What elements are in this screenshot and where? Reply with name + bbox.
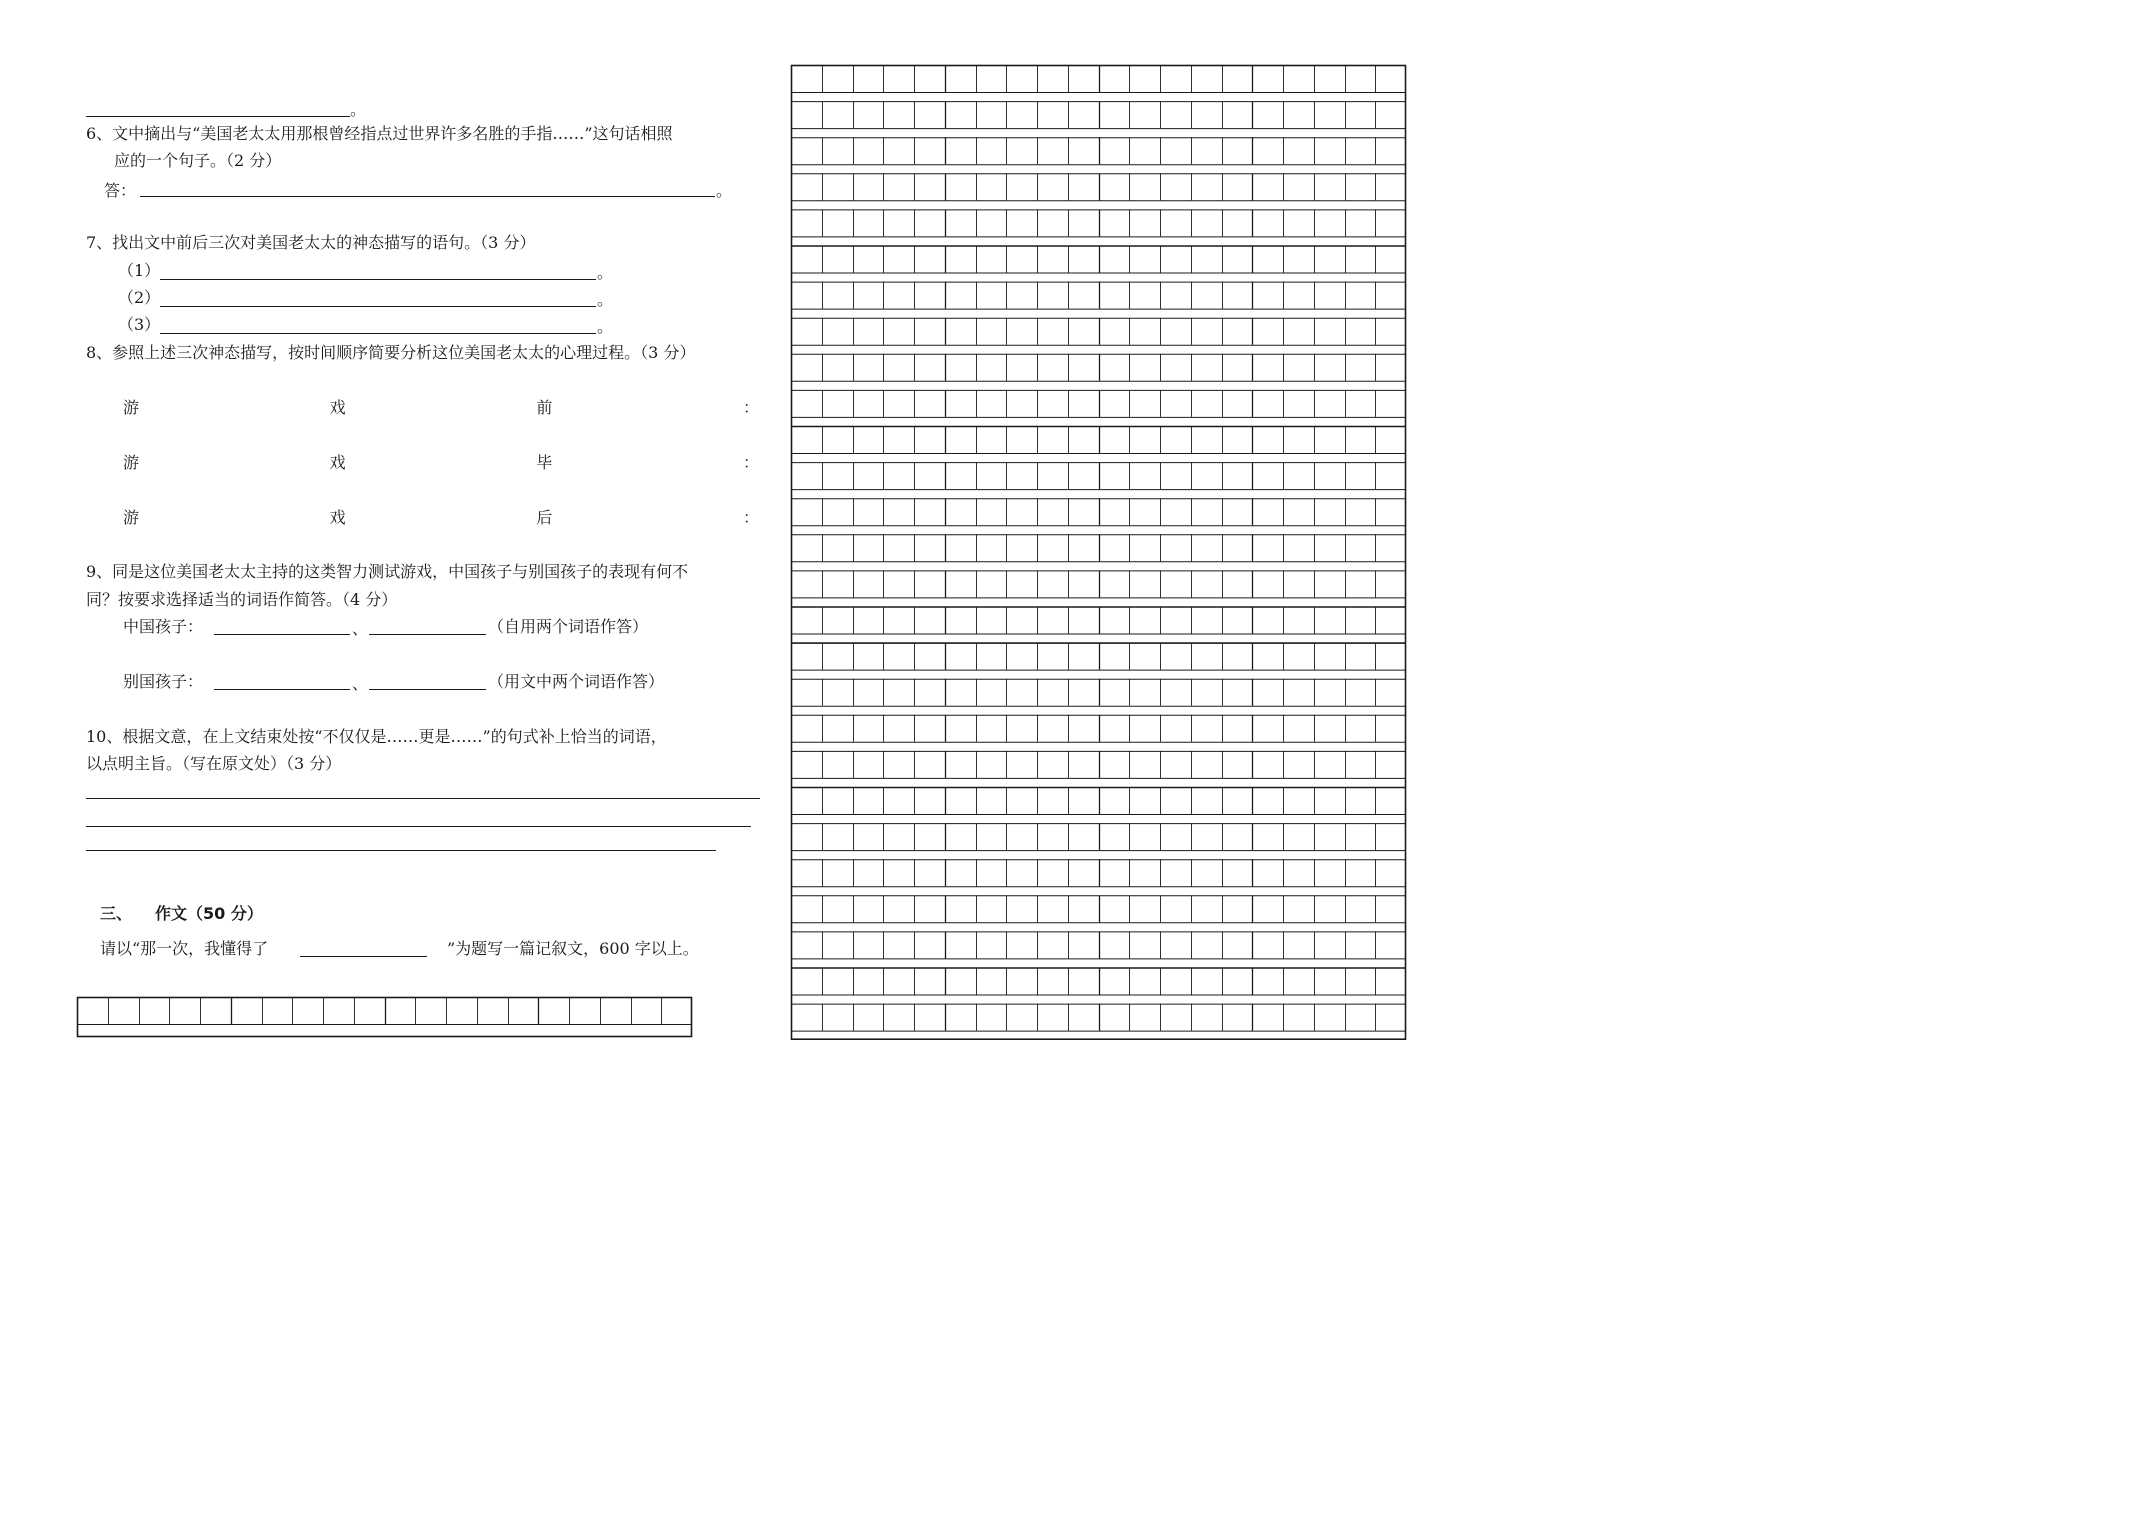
q9-row2-blank-1[interactable] xyxy=(214,689,350,690)
q9-row1-note: （自用两个词语作答） xyxy=(488,617,649,636)
q7-item-label: （2） xyxy=(118,288,161,307)
q6-answer-line[interactable] xyxy=(140,196,715,197)
q8-row-char: 后 xyxy=(536,508,553,527)
section3-prompt-end: ”为题写一篇记叙文，600 字以上。 xyxy=(447,939,699,958)
q10-prompt-line2: 以点明主旨。（写在原文处）（3 分） xyxy=(86,754,342,773)
section3-prompt-start: 请以“那一次，我懂得了 xyxy=(100,939,269,958)
q6-answer-end: 。 xyxy=(716,181,733,200)
q9-row2-separator: 、 xyxy=(352,674,369,693)
q9-row1-blank-2[interactable] xyxy=(369,634,486,635)
section3-title: 作文（50 分） xyxy=(155,904,263,923)
q7-item-end: 。 xyxy=(597,290,614,309)
q8-row-during[interactable] xyxy=(123,453,759,473)
composition-grid-right[interactable] xyxy=(791,65,1406,1040)
q8-row-char: 戏 xyxy=(329,508,346,527)
q8-row-before[interactable] xyxy=(123,398,759,418)
q10-answer-line-3[interactable] xyxy=(86,850,716,851)
q9-row1-blank-1[interactable] xyxy=(214,634,350,635)
q8-row-char: ： xyxy=(742,398,759,417)
title-blank-line[interactable] xyxy=(300,956,427,957)
q9-row1-label: 中国孩子： xyxy=(123,617,204,636)
q8-row-char: 毕 xyxy=(536,453,553,472)
q9-row2-blank-2[interactable] xyxy=(369,689,486,690)
q9-row1-separator: 、 xyxy=(352,619,369,638)
q9-row2-note: （用文中两个词语作答） xyxy=(488,672,665,691)
q8-row-after[interactable] xyxy=(123,508,759,528)
q8-row-char: 戏 xyxy=(329,453,346,472)
composition-grid-left[interactable] xyxy=(77,997,692,1037)
q8-prompt: 8、参照上述三次神态描写，按时间顺序简要分析这位美国老太太的心理过程。（3 分） xyxy=(86,343,696,362)
q7-item-label: （3） xyxy=(118,315,161,334)
q7-answer-line-2[interactable] xyxy=(160,306,596,307)
q7-answer-line-3[interactable] xyxy=(160,333,596,334)
q6-prompt-line1: 6、文中摘出与“美国老太太用那根曾经指点过世界许多名胜的手指……”这句话相照 xyxy=(86,124,673,143)
q8-row-char: 前 xyxy=(536,398,553,417)
q10-answer-line-2[interactable] xyxy=(86,826,751,827)
q8-row-char: ： xyxy=(742,453,759,472)
q5-answer-line[interactable] xyxy=(86,116,350,117)
q8-row-char: ： xyxy=(742,508,759,527)
q7-item-label: （1） xyxy=(118,261,161,280)
q9-prompt-line2: 同？按要求选择适当的词语作简答。（4 分） xyxy=(86,590,398,609)
q7-item-end: 。 xyxy=(597,263,614,282)
q10-answer-line-1[interactable] xyxy=(86,798,760,799)
q7-item-end: 。 xyxy=(597,317,614,336)
q9-prompt-line1: 9、同是这位美国老太太主持的这类智力测试游戏，中国孩子与别国孩子的表现有何不 xyxy=(86,562,689,581)
q6-answer-label: 答： xyxy=(104,181,137,200)
q7-answer-line-1[interactable] xyxy=(160,279,596,280)
section3-number: 三、 xyxy=(100,904,133,923)
q7-prompt: 7、找出文中前后三次对美国老太太的神态描写的语句。（3 分） xyxy=(86,233,536,252)
q6-prompt-line2: 应的一个句子。（2 分） xyxy=(114,151,282,170)
q8-row-char: 游 xyxy=(123,508,140,527)
q8-row-char: 游 xyxy=(123,453,140,472)
q8-row-char: 戏 xyxy=(329,398,346,417)
q8-row-char: 游 xyxy=(123,398,140,417)
q5-end-mark: 。 xyxy=(350,100,367,119)
q9-row2-label: 别国孩子： xyxy=(123,672,204,691)
q10-prompt-line1: 10、根据文意，在上文结束处按“不仅仅是……更是……”的句式补上恰当的词语， xyxy=(86,727,667,746)
